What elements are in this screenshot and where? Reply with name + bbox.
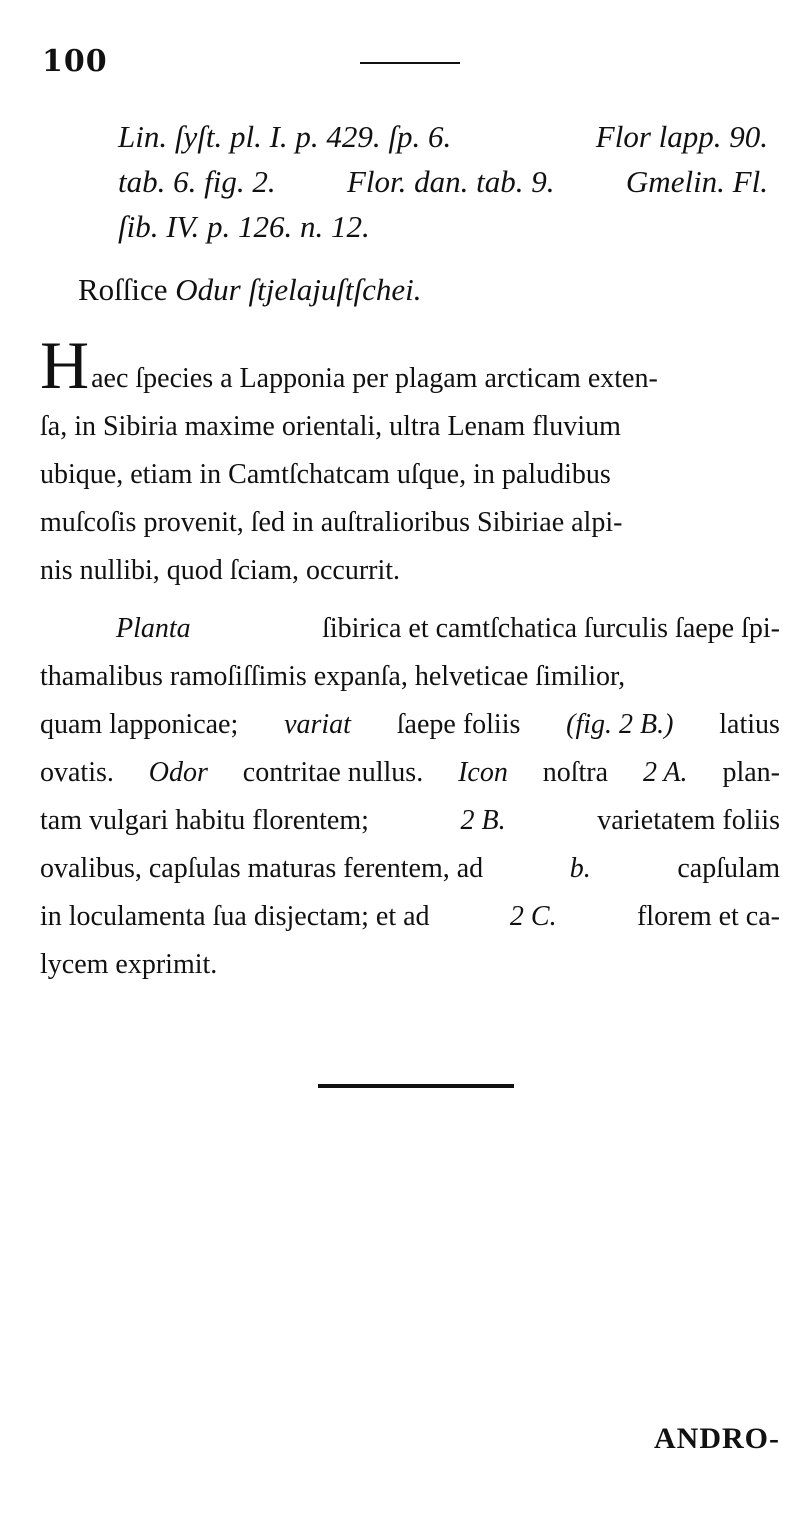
text-segment: in loculamenta ſua disjectam; et ad (40, 901, 430, 932)
keyword-icon: Icon (458, 757, 508, 788)
text-line (40, 893, 780, 941)
text-line (40, 327, 780, 403)
keyword-planta: Planta (116, 613, 191, 644)
text-segment: tam vulgari habitu florentem; (40, 805, 369, 836)
keyword-variat: variat (284, 709, 351, 740)
header-rule (360, 62, 460, 64)
figure-reference: 2 C. (509, 901, 557, 932)
reference-line (118, 159, 768, 204)
reference-segment: Flor lapp. 90. (595, 119, 768, 154)
paragraph-2 (40, 605, 780, 989)
text-segment: capſulam (677, 853, 780, 884)
text-line (40, 701, 780, 749)
page-number: 100 (42, 44, 108, 79)
russian-name (78, 270, 422, 310)
paragraph-1 (40, 327, 780, 595)
russian-name-value: Odur ſtjelajuſtſchei. (175, 272, 422, 307)
figure-reference: 2 A. (642, 757, 688, 788)
russian-name-label: Roſſice (78, 272, 168, 307)
reference-segment: tab. 6. fig. 2. (118, 164, 276, 199)
body-text (40, 327, 780, 989)
catchword: ANDRO- (654, 1422, 780, 1455)
text-segment: contritae nullus. (242, 757, 424, 788)
text-segment: ovalibus, capſulas maturas ferentem, ad (40, 853, 484, 884)
text-line (40, 749, 780, 797)
drop-cap: H (40, 327, 90, 403)
text-line-content: lycem exprimit. (40, 949, 218, 980)
text-segment: ovatis. (40, 757, 114, 788)
text-line-content: aec ſpecies a Lapponia per plagam arcticam exten- (91, 363, 658, 394)
reference-line (118, 204, 768, 249)
text-line (40, 451, 780, 499)
text-segment: plan- (722, 757, 780, 788)
text-line-content: ſa, in Sibiria maxime orientali, ultra Lenam fluvium (40, 411, 621, 442)
text-line (40, 797, 780, 845)
reference-segment: ſib. IV. p. 126. n. 12. (118, 209, 370, 244)
reference-segment: Gmelin. Fl. (625, 164, 768, 199)
reference-segment: Flor. dan. tab. 9. (346, 164, 555, 199)
text-line (40, 547, 780, 595)
text-line-content: muſcoſis provenit, ſed in auſtralioribus Sibiriae alpi- (40, 507, 623, 538)
text-line (40, 499, 780, 547)
reference-segment: Lin. ſyſt. pl. I. p. 429. ſp. 6. (118, 119, 452, 154)
text-line-content: thamalibus ramoſiſſimis expanſa, helveticae ſimilior, (40, 661, 626, 692)
reference-line (118, 114, 768, 159)
keyword-odor: Odor (148, 757, 208, 788)
text-line-content: ſibirica et camtſchatica ſurculis ſaepe ſpi- (322, 613, 780, 644)
text-segment: florem et ca- (636, 901, 780, 932)
figure-reference: b. (569, 853, 591, 884)
text-segment: latius (719, 709, 780, 740)
text-line-content: ubique, etiam in Camtſchatcam uſque, in paludibus (40, 459, 611, 490)
section-end-rule (318, 1084, 514, 1088)
text-segment: quam lapponicae; (40, 709, 239, 740)
text-line (40, 653, 780, 701)
text-line (40, 605, 780, 653)
figure-reference: 2 B. (460, 805, 506, 836)
text-segment: ſaepe foliis (396, 709, 521, 740)
text-segment: varietatem foliis (597, 805, 780, 836)
figure-reference: (fig. 2 B.) (566, 709, 674, 740)
references-block (118, 114, 768, 249)
text-segment: noſtra (542, 757, 609, 788)
text-line (40, 941, 780, 989)
text-line (40, 845, 780, 893)
text-line-content: nis nullibi, quod ſciam, occurrit. (40, 555, 401, 586)
text-line (40, 403, 780, 451)
